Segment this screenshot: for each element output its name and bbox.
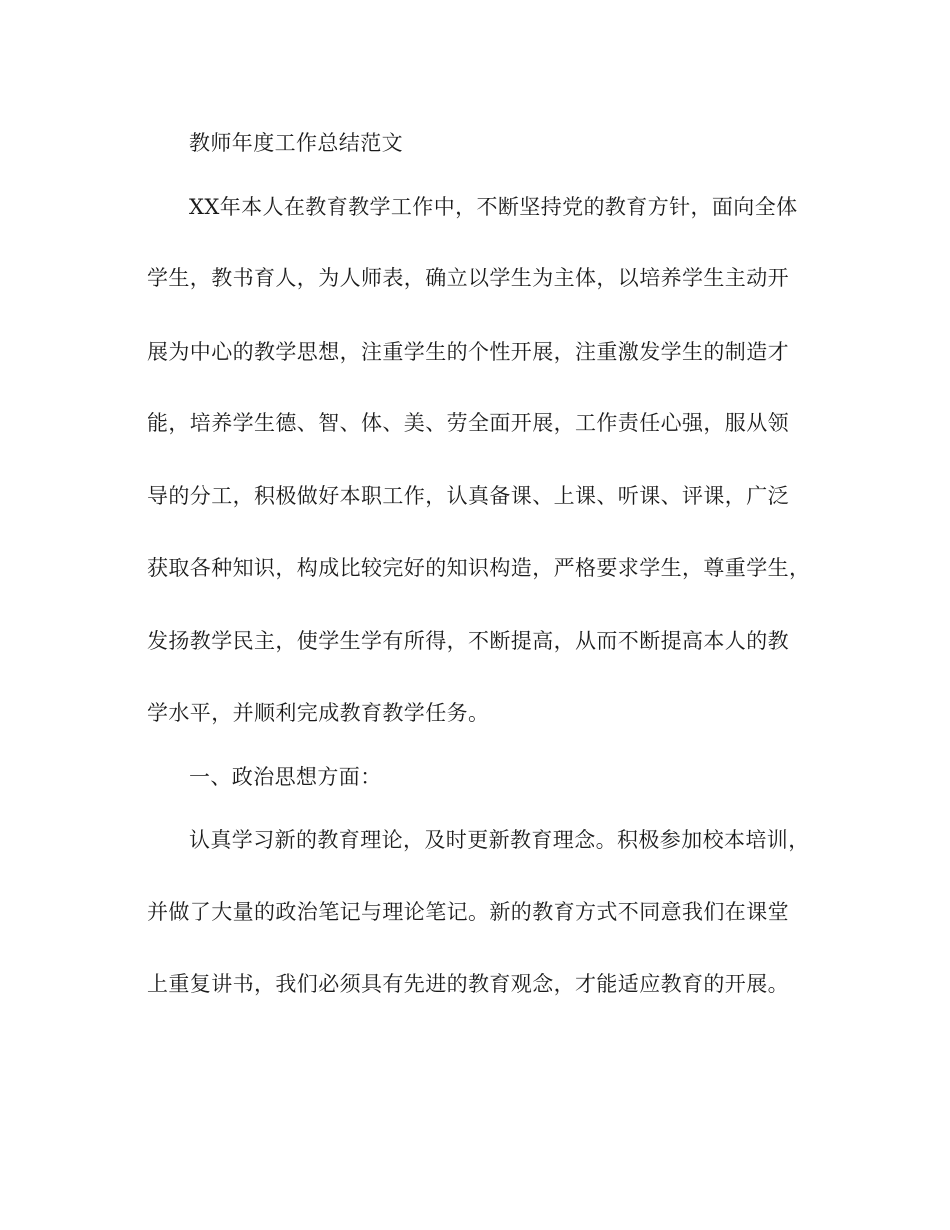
paragraph-line: 认真学习新的教育理论，及时更新教育理念。积极参加校本培训， bbox=[189, 828, 810, 852]
paragraph-line: 并做了大量的政治笔记与理论笔记。新的教育方式不同意我们在课堂 bbox=[147, 900, 789, 924]
paragraph-line: 能，培养学生德、智、体、美、劳全面开展，工作责任心强，服从领 bbox=[147, 411, 789, 435]
paragraph-line: 展为中心的教学思想，注重学生的个性开展，注重激发学生的制造才 bbox=[147, 340, 789, 364]
paragraph-line: 上重复讲书，我们必须具有先进的教育观念，才能适应教育的开展。 bbox=[147, 972, 789, 996]
paragraph-line: 学水平，并顺利完成教育教学任务。 bbox=[147, 701, 490, 725]
document-title: 教师年度工作总结范文 bbox=[189, 131, 403, 155]
paragraph-line: 学生，教书育人，为人师表，确立以学生为主体，以培养学生主动开 bbox=[147, 266, 789, 290]
paragraph-line: 发扬教学民主，使学生学有所得，不断提高，从而不断提高本人的教 bbox=[147, 629, 789, 653]
paragraph-line: 导的分工，积极做好本职工作，认真备课、上课、听课、评课，广泛 bbox=[147, 484, 789, 508]
paragraph-line: XX年本人在教育教学工作中，不断坚持党的教育方针，面向全体 bbox=[189, 195, 798, 219]
section-heading: 一、政治思想方面： bbox=[189, 765, 382, 789]
paragraph-line: 获取各种知识，构成比较完好的知识构造，严格要求学生，尊重学生， bbox=[147, 556, 811, 580]
